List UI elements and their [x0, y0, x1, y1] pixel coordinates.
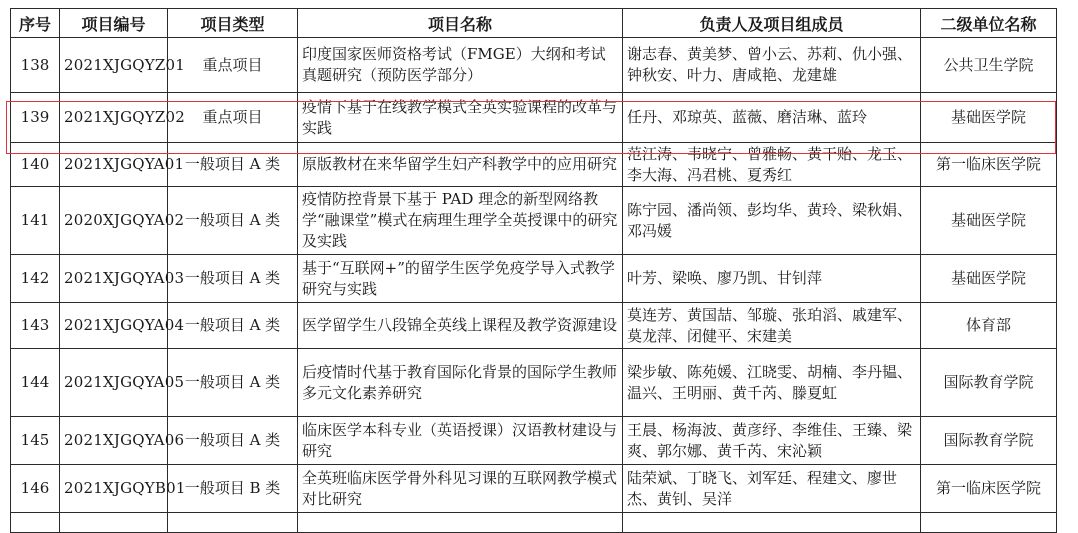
cell-name: 医学留学生八段锦全英线上课程及教学资源建设 — [298, 303, 623, 349]
project-table — [10, 8, 1057, 533]
cell-type: 一般项目 A 类 — [168, 143, 298, 187]
table-row-cut-off — [11, 513, 1057, 533]
cell-empty — [623, 513, 921, 533]
cell-members: 陈宁园、潘尚领、彭均华、黄玲、梁秋娟、邓冯媛 — [623, 187, 921, 255]
cell-unit: 第一临床医学院 — [921, 465, 1057, 513]
cell-code: 2021XJGQYZ02 — [60, 93, 168, 143]
cell-code: 2020XJGQYA02 — [60, 187, 168, 255]
cell-type: 一般项目 A 类 — [168, 417, 298, 465]
cell-unit: 基础医学院 — [921, 93, 1057, 143]
cell-members: 莫连芳、黄国喆、邹璇、张珀滔、戚建军、莫龙萍、闭健平、宋建美 — [623, 303, 921, 349]
table-row — [11, 349, 1057, 417]
cell-empty — [298, 513, 623, 533]
table-header — [11, 9, 1057, 38]
table-row — [11, 187, 1057, 255]
cell-members: 王晨、杨海波、黄彦纾、李维佳、王臻、梁爽、郭尔娜、黄千芮、宋沁颖 — [623, 417, 921, 465]
cell-seq: 144 — [11, 349, 60, 417]
cell-seq: 142 — [11, 255, 60, 303]
cell-type: 重点项目 — [168, 38, 298, 93]
cell-unit: 体育部 — [921, 303, 1057, 349]
table-row — [11, 417, 1057, 465]
cell-empty — [11, 513, 60, 533]
cell-name: 原版教材在来华留学生妇产科教学中的应用研究 — [298, 143, 623, 187]
table-row — [11, 465, 1057, 513]
cell-code: 2021XJGQYZ01 — [60, 38, 168, 93]
header-code: 项目编号 — [60, 9, 168, 38]
cell-type: 一般项目 A 类 — [168, 187, 298, 255]
cell-unit: 国际教育学院 — [921, 417, 1057, 465]
cell-members: 范江涛、韦晓宁、曾雅畅、黄干贻、龙玉、李大海、冯君桃、夏秀红 — [623, 143, 921, 187]
cell-type: 一般项目 A 类 — [168, 349, 298, 417]
cell-type: 重点项目 — [168, 93, 298, 143]
table-row — [11, 143, 1057, 187]
cell-code: 2021XJGQYA01 — [60, 143, 168, 187]
cell-type: 一般项目 B 类 — [168, 465, 298, 513]
cell-code: 2021XJGQYB01 — [60, 465, 168, 513]
cell-code: 2021XJGQYA03 — [60, 255, 168, 303]
cell-empty — [168, 513, 298, 533]
header-name: 项目名称 — [298, 9, 623, 38]
cell-members: 梁步敏、陈苑媛、江晓雯、胡楠、李丹韫、温兴、王明丽、黄千芮、滕夏虹 — [623, 349, 921, 417]
cell-name: 基于“互联网+”的留学生医学免疫学导入式教学研究与实践 — [298, 255, 623, 303]
cell-seq: 143 — [11, 303, 60, 349]
table-row — [11, 38, 1057, 93]
cell-empty — [60, 513, 168, 533]
cell-unit: 基础医学院 — [921, 187, 1057, 255]
cell-seq: 139 — [11, 93, 60, 143]
cell-seq: 140 — [11, 143, 60, 187]
cell-name: 疫情防控背景下基于 PAD 理念的新型网络教学“融课堂”模式在病理生理学全英授课中的研究及实践 — [298, 187, 623, 255]
cell-seq: 138 — [11, 38, 60, 93]
table-row-highlighted — [11, 93, 1057, 143]
cell-name: 印度国家医师资格考试（FMGE）大纲和考试真题研究（预防医学部分） — [298, 38, 623, 93]
header-members: 负责人及项目组成员 — [623, 9, 921, 38]
cell-seq: 145 — [11, 417, 60, 465]
cell-members: 谢志春、黄美梦、曾小云、苏莉、仇小强、钟秋安、叶力、唐咸艳、龙建雄 — [623, 38, 921, 93]
cell-type: 一般项目 A 类 — [168, 303, 298, 349]
cell-code: 2021XJGQYA05 — [60, 349, 168, 417]
header-type: 项目类型 — [168, 9, 298, 38]
cell-name: 临床医学本科专业（英语授课）汉语教材建设与研究 — [298, 417, 623, 465]
cell-empty — [921, 513, 1057, 533]
cell-unit: 公共卫生学院 — [921, 38, 1057, 93]
header-seq: 序号 — [11, 9, 60, 38]
cell-unit: 国际教育学院 — [921, 349, 1057, 417]
cell-members: 任丹、邓琼英、蓝薇、磨洁琳、蓝玲 — [623, 93, 921, 143]
cell-name: 疫情下基于在线教学模式全英实验课程的改革与实践 — [298, 93, 623, 143]
cell-code: 2021XJGQYA04 — [60, 303, 168, 349]
cell-unit: 第一临床医学院 — [921, 143, 1057, 187]
table-row — [11, 303, 1057, 349]
cell-members: 叶芳、梁唤、廖乃凯、甘钊萍 — [623, 255, 921, 303]
cell-code: 2021XJGQYA06 — [60, 417, 168, 465]
cell-members: 陆荣斌、丁晓飞、刘军廷、程建文、廖世杰、黄钊、吴洋 — [623, 465, 921, 513]
cell-unit: 基础医学院 — [921, 255, 1057, 303]
table-row — [11, 255, 1057, 303]
header-unit: 二级单位名称 — [921, 9, 1057, 38]
cell-type: 一般项目 A 类 — [168, 255, 298, 303]
cell-name: 后疫情时代基于教育国际化背景的国际学生教师多元文化素养研究 — [298, 349, 623, 417]
cell-seq: 141 — [11, 187, 60, 255]
cell-seq: 146 — [11, 465, 60, 513]
cell-name: 全英班临床医学骨外科见习课的互联网教学模式对比研究 — [298, 465, 623, 513]
